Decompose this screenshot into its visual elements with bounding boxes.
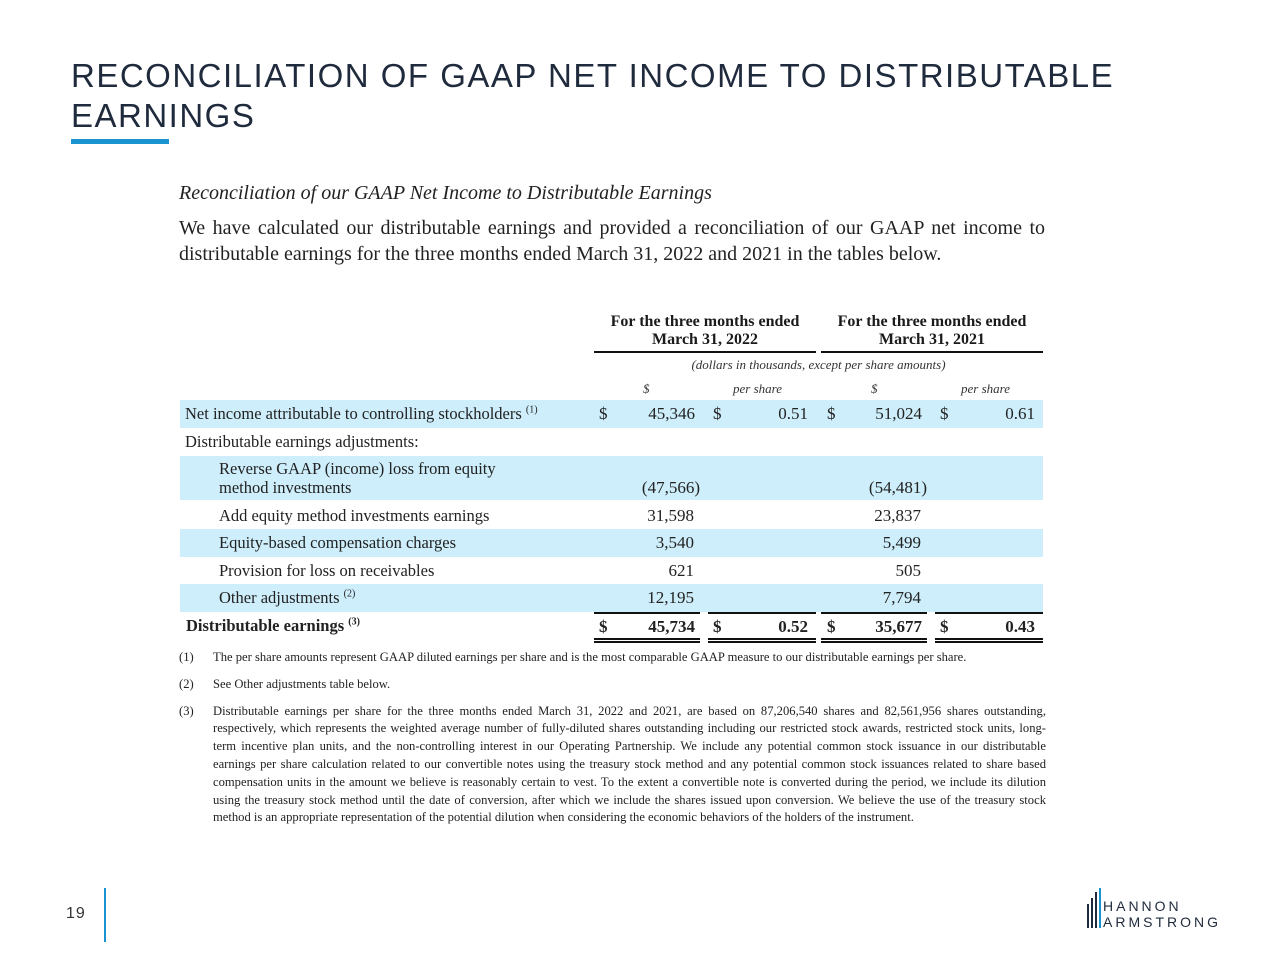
total-label: Distributable earnings $^{(3)}$ [186,616,360,635]
section-heading: Reconciliation of our GAAP Net Income to Distributable Earnings [179,182,712,204]
total-double-rule [935,641,1043,643]
total-rule [935,612,1043,614]
adjustment-label: Other adjustments $^{(2)}$ [219,588,356,607]
adjustment-2021: 5,499 [882,533,921,552]
footnote-text: Distributable earnings per share for the three months ended March 31, 2022 and 2021, are based on 87,206,540 shares and 82,561,956 shares outstanding, respectively, which represents the weighted average number of fully-diluted shares outstanding including our restricted stock awards, restricted stock units, long-term incentive plan units, and the non-controlling interest in our Operating Partnership. We include any potential common stock issuance in our distributable earnings per share calculation related to our convertible notes using the treasury stock method and any potential common stock issuances related to share based compensation units in the amount we believe is reasonably certain to vest. To the extent a convertible note is converted during the period, we include its dilution using the treasury stock method until the date of conversion, after which we include the shares issued upon conversion. We believe the use of the treasury stock method is an appropriate representation of the potential dilution when considering the economic behaviors of the holders of the instrument. [213,703,1046,825]
intro-paragraph: We have calculated our distributable earnings and provided a reconciliation of our GAAP net income to distributable earnings for the three months ended March 31, 2022 and 2021 in the tables below. [179,217,1045,265]
adjustment-2022: (47,566) [641,478,700,497]
footnote [179,676,1046,694]
column-header-2022: For the three months ended March 31, 2022 [610,313,800,348]
adjustment-2022: 31,598 [647,506,694,525]
footnotes [179,649,1046,836]
subheader-dollar-2021: $ [871,381,878,396]
adjustment-label: Equity-based compensation charges [219,533,457,552]
total-double-rule [821,641,927,643]
adjustment-2022: 12,195 [647,588,694,607]
subheader-per-share-2022: per share [733,381,782,396]
footnote-text: See Other adjustments table below. [213,676,391,691]
net-income-per-share-2022: 0.51 [778,404,808,423]
logo-text-line1: HANNON [1103,898,1182,914]
net-income-2022: 45,346 [648,404,695,423]
footnote-number: (3) [179,703,194,718]
total-double-rule [594,641,700,643]
adjustment-label: Reverse GAAP (income) loss from equity method investments [219,459,496,497]
adjustment-label: Provision for loss on receivables [219,561,435,580]
footnote [179,649,1046,667]
total-rule [708,612,816,614]
footnote [179,703,1046,828]
total-per-share-2021: 0.43 [1005,617,1035,636]
total-double-rule [821,638,927,640]
currency-symbol: $ [827,404,836,423]
total-double-rule [708,638,816,640]
logo-text-line2: ARMSTRONG [1103,914,1221,930]
title-underline [71,139,169,144]
currency-symbol: $ [599,617,608,636]
column-header-2021: For the three months ended March 31, 2021 [837,313,1027,348]
page-number-divider [104,888,106,942]
adjustment-label: Add equity method investments earnings [219,506,490,525]
header-rule-2022 [594,351,816,353]
logo-bars-icon [1087,888,1101,928]
subheader-dollar-2022: $ [643,381,650,396]
total-2022: 45,734 [648,617,695,636]
total-rule [594,612,700,614]
total-double-rule [594,638,700,640]
adjustment-2021: 23,837 [874,506,921,525]
footnote-text: The per share amounts represent GAAP diluted earnings per share and is the most comparable GAAP measure to our distributable earnings per share. [213,650,967,664]
total-2021: 35,677 [875,617,922,636]
header-rule-2021 [821,351,1043,353]
currency-symbol: $ [827,617,836,636]
total-double-rule [708,641,816,643]
adjustment-2022: 3,540 [655,533,694,552]
currency-symbol: $ [940,404,949,423]
net-income-per-share-2021: 0.61 [1005,404,1035,423]
page-number: 19 [66,905,86,922]
total-per-share-2022: 0.52 [778,617,808,636]
adjustment-2022: 621 [668,561,694,580]
total-rule [821,612,927,614]
footnote-number: (1) [179,650,194,664]
total-double-rule [935,638,1043,640]
adjustment-2021: 7,794 [882,588,921,607]
hannon-armstrong-logo [1087,888,1227,928]
currency-symbol: $ [940,617,949,636]
footnote-number: (2) [179,676,194,691]
reconciliation-table [180,310,1046,642]
slide-title: RECONCILIATION OF GAAP NET INCOME TO DISTRIBUTABLE EARNINGS [71,57,1115,134]
adjustments-label: Distributable earnings adjustments: [185,432,419,451]
net-income-2021: 51,024 [875,404,922,423]
currency-symbol: $ [713,617,722,636]
currency-symbol: $ [599,404,608,423]
adjustment-2021: (54,481) [868,478,927,497]
adjustment-2021: 505 [895,561,921,580]
units-note: (dollars in thousands, except per share amounts) [691,357,946,372]
currency-symbol: $ [713,404,722,423]
subheader-per-share-2021: per share [961,381,1010,396]
net-income-label: Net income attributable to controlling stockholders $^{(1)}$ [185,404,538,423]
